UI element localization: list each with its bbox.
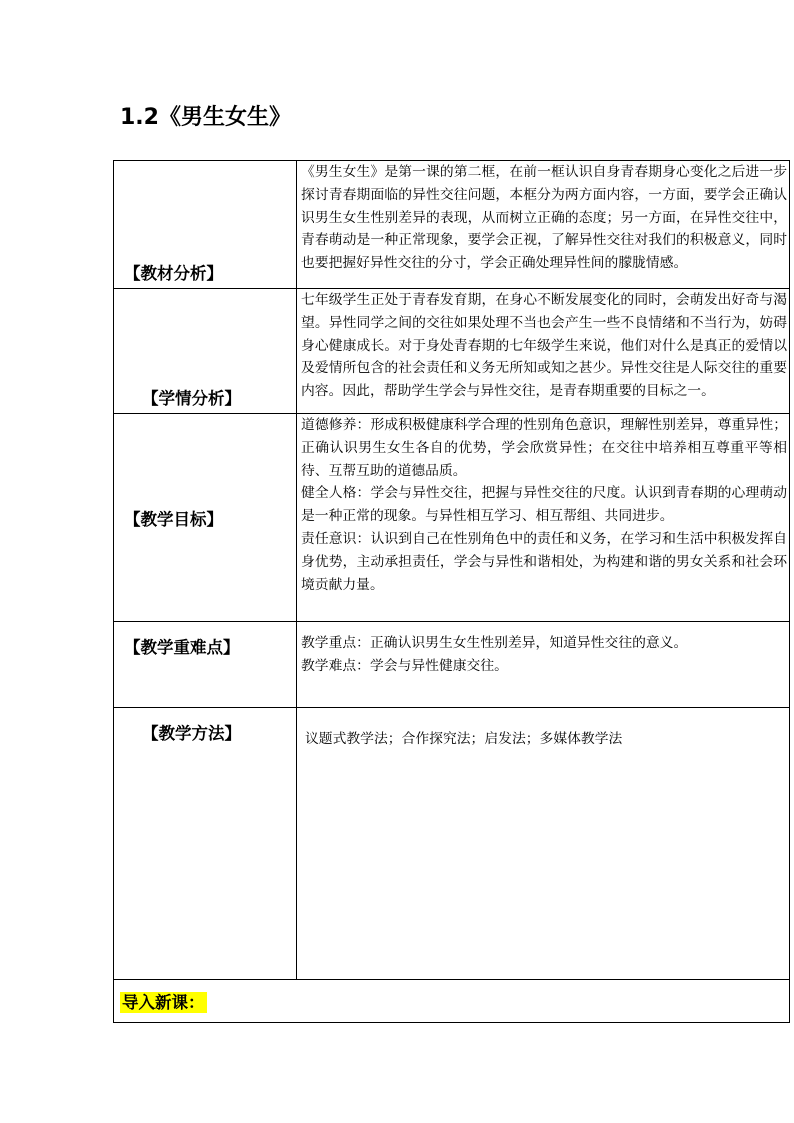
textbook-analysis-label: 【教材分析】 <box>114 161 297 289</box>
table-row-teaching-goals <box>114 414 790 622</box>
teaching-goals-label: 【教学目标】 <box>114 414 297 622</box>
key-points-label: 【教学重难点】 <box>114 622 297 708</box>
methods-content <box>297 708 790 980</box>
textbook-analysis-text: 《男生女生》是第一课的第二框，在前一框认识自身青春期身心变化之后进一步探讨青春期面临的异性交往问题，本框分为两方面内容，一方面，要学会正确认识男生女生性别差异的表现，从而树立正确的态度；另一方面，在异性交往中，青春萌动是一种正常现象，要学会正视，了解异性交往对我们的积极意义，同时也要把握好异性交往的分寸，学会正确处理异性间的朦胧情感。 <box>297 161 790 289</box>
goal-personality: 健全人格：学会与异性交往，把握与异性交往的尺度。认识到青春期的心理萌动是一种正常的现象。与异性相互学习、相互帮组、共同进步。 <box>301 485 787 525</box>
table-row-textbook-analysis <box>114 161 790 289</box>
intro-cell <box>114 980 790 1023</box>
learner-analysis-label: 【学情分析】 <box>114 289 297 414</box>
table-row-learner-analysis <box>114 289 790 414</box>
methods-text: 议题式教学法；合作探究法；启发法；多媒体教学法 <box>305 731 623 747</box>
goal-moral: 道德修养：形成积极健康科学合理的性别角色意识，理解性别差异，尊重异性；正确认识男生女生各自的优势，学会欣赏异性；在交往中培养相互尊重平等相待、互帮互助的道德品质。 <box>301 417 787 479</box>
teaching-goals-content <box>297 414 790 622</box>
table-row-key-points <box>114 622 790 708</box>
key-point: 教学重点：正确认识男生女生性别差异，知道异性交往的意义。 <box>301 635 688 651</box>
intro-label: 导入新课： <box>122 993 205 1012</box>
key-points-content <box>297 622 790 708</box>
learner-analysis-text: 七年级学生正处于青春发育期，在身心不断发展变化的同时，会萌发出好奇与渴望。异性同学之间的交往如果处理不当也会产生一些不良情绪和不当行为，妨碍身心健康成长。对于身处青春期的七年级学生来说，他们对什么是真正的爱情以及爱情所包含的社会责任和义务无所知或知之甚少。异性交往是人际交往的重要内容。因此，帮助学生学会与异性交往，是青春期重要的目标之一。 <box>297 289 790 414</box>
goal-responsibility: 责任意识：认识到自己在性别角色中的责任和义务，在学习和生活中积极发挥自身优势，主动承担责任，学会与异性和谐相处，为构建和谐的男女关系和社会环境贡献力量。 <box>301 530 787 593</box>
lesson-plan-table <box>113 160 790 1023</box>
difficult-point: 教学难点：学会与异性健康交往。 <box>301 657 508 674</box>
page-title: 1.2《男生女生》 <box>120 105 291 130</box>
methods-label: 【教学方法】 <box>114 708 297 980</box>
table-row-intro <box>114 980 790 1023</box>
table-row-methods <box>114 708 790 980</box>
